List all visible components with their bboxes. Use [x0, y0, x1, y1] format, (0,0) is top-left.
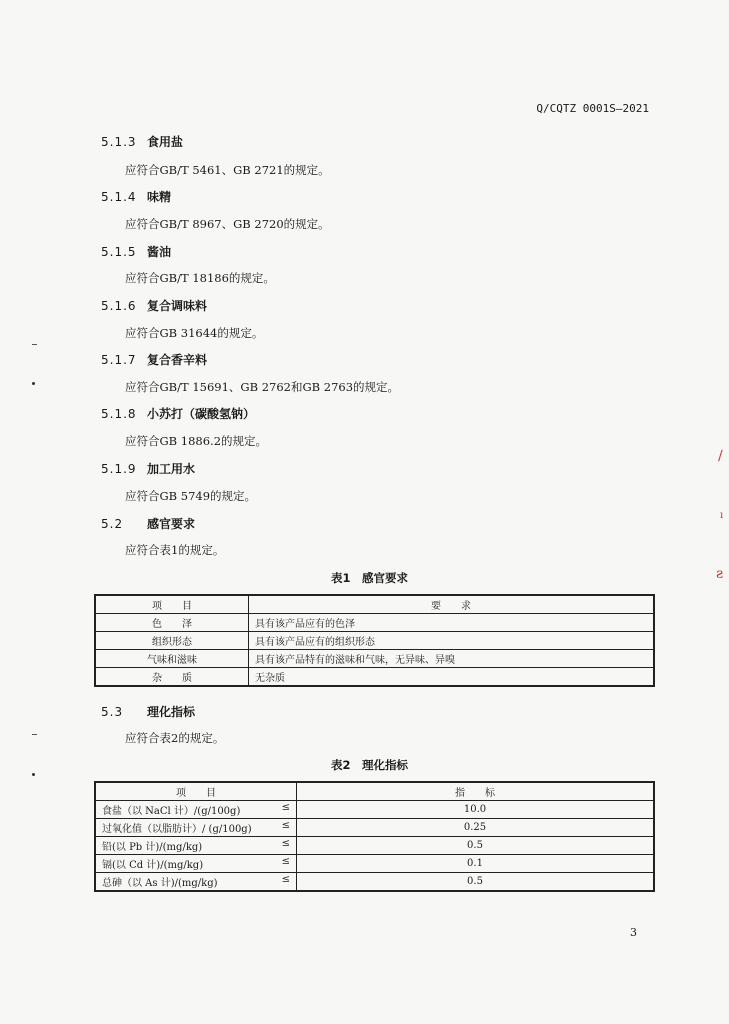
table-header-row	[95, 782, 654, 801]
section-title: 加工用水	[147, 462, 196, 476]
section-body: 应符合表1的规定。	[125, 543, 225, 557]
section-number: 5.1.4	[101, 190, 137, 204]
section-body: 应符合表2的规定。	[125, 731, 225, 745]
table-cell	[95, 837, 297, 855]
section-body: 应符合GB 31644的规定。	[125, 326, 264, 340]
section-heading	[101, 297, 207, 314]
section-heading	[101, 703, 195, 720]
item-label: 过氧化值（以脂肪计）/ (g/100g)	[102, 824, 252, 835]
section-body: 应符合GB/T 15691、GB 2762和GB 2763的规定。	[125, 380, 400, 394]
scan-speck	[32, 344, 37, 345]
section-body: 应符合GB/T 18186的规定。	[125, 271, 275, 285]
table-cell: 0.1	[297, 855, 655, 873]
item-label: 总砷（以 As 计)/(mg/kg)	[102, 878, 218, 889]
physicochemical-index-table	[94, 781, 655, 892]
table-cell: 色 泽	[95, 614, 249, 632]
table-row	[95, 855, 654, 873]
section-number: 5.1.6	[101, 299, 137, 313]
table-cell: 气味和滋味	[95, 650, 249, 668]
scan-speck	[32, 382, 35, 385]
table-cell	[95, 873, 297, 892]
section-number: 5.1.5	[101, 245, 137, 259]
table-cell	[95, 819, 297, 837]
section-title: 酱油	[147, 245, 172, 259]
section-number: 5.1.8	[101, 407, 137, 421]
page-number: 3	[630, 926, 637, 939]
table-row	[95, 614, 654, 632]
section-title: 复合香辛料	[147, 353, 208, 367]
item-label: 镉(以 Cd 计)/(mg/kg)	[102, 860, 204, 871]
section-number: 5.1.7	[101, 353, 137, 367]
table-cell	[95, 855, 297, 873]
section-heading	[101, 188, 171, 205]
table-row	[95, 837, 654, 855]
table-row	[95, 650, 654, 668]
section-number: 5.3	[101, 705, 124, 719]
table-row	[95, 819, 654, 837]
table-header-cell: 指 标	[297, 782, 655, 801]
table-cell: 组织形态	[95, 632, 249, 650]
table2-caption: 表2 理化指标	[331, 758, 409, 772]
seal-fragment-mark: ı	[720, 510, 724, 521]
section-number: 5.1.9	[101, 462, 137, 476]
operator-symbol: ≤	[281, 802, 290, 813]
table-row	[95, 668, 654, 687]
section-title: 食用盐	[147, 135, 184, 149]
standard-number: Q/CQTZ 0001S—2021	[536, 102, 649, 115]
scan-speck	[32, 734, 37, 735]
section-heading	[101, 133, 183, 150]
section-heading	[101, 243, 171, 260]
section-body: 应符合GB 1886.2的规定。	[125, 434, 268, 448]
section-body: 应符合GB 5749的规定。	[125, 489, 257, 503]
operator-symbol: ≤	[281, 820, 290, 831]
section-number: 5.1.3	[101, 135, 137, 149]
table-cell: 10.0	[297, 801, 655, 819]
operator-symbol: ≤	[281, 856, 290, 867]
operator-symbol: ≤	[281, 874, 290, 885]
table-cell: 杂 质	[95, 668, 249, 687]
section-heading	[101, 460, 195, 477]
section-heading	[101, 405, 255, 422]
section-title: 复合调味料	[147, 299, 208, 313]
seal-fragment-mark: ∕	[718, 448, 723, 464]
table-header-cell: 项 目	[95, 782, 297, 801]
table-row	[95, 632, 654, 650]
item-label: 食盐（以 NaCl 计）/(g/100g)	[102, 806, 241, 817]
section-title: 理化指标	[147, 705, 196, 719]
table-cell: 0.25	[297, 819, 655, 837]
section-heading	[101, 351, 207, 368]
table-cell: 0.5	[297, 837, 655, 855]
table1-caption: 表1 感官要求	[331, 571, 409, 585]
section-title: 味精	[147, 190, 172, 204]
section-body: 应符合GB/T 5461、GB 2721的规定。	[125, 163, 330, 177]
section-title: 小苏打（碳酸氢钠）	[147, 407, 256, 421]
section-title: 感官要求	[147, 517, 196, 531]
table-cell: 具有该产品特有的滋味和气味，无异味、异嗅	[249, 650, 655, 668]
operator-symbol: ≤	[281, 838, 290, 849]
seal-fragment-mark: ƨ	[716, 566, 724, 582]
table-row	[95, 801, 654, 819]
table-cell: 无杂质	[249, 668, 655, 687]
section-body: 应符合GB/T 8967、GB 2720的规定。	[125, 217, 330, 231]
scan-speck	[32, 773, 35, 776]
section-heading	[101, 515, 195, 532]
sensory-requirements-table	[94, 594, 655, 687]
table-row	[95, 873, 654, 892]
table-header-cell: 要 求	[249, 595, 655, 614]
table-cell: 具有该产品应有的组织形态	[249, 632, 655, 650]
item-label: 铅(以 Pb 计)/(mg/kg)	[102, 842, 203, 853]
table-cell: 0.5	[297, 873, 655, 892]
section-number: 5.2	[101, 517, 124, 531]
table-header-row	[95, 595, 654, 614]
table-cell: 具有该产品应有的色泽	[249, 614, 655, 632]
table-header-cell: 项 目	[95, 595, 249, 614]
table-cell	[95, 801, 297, 819]
